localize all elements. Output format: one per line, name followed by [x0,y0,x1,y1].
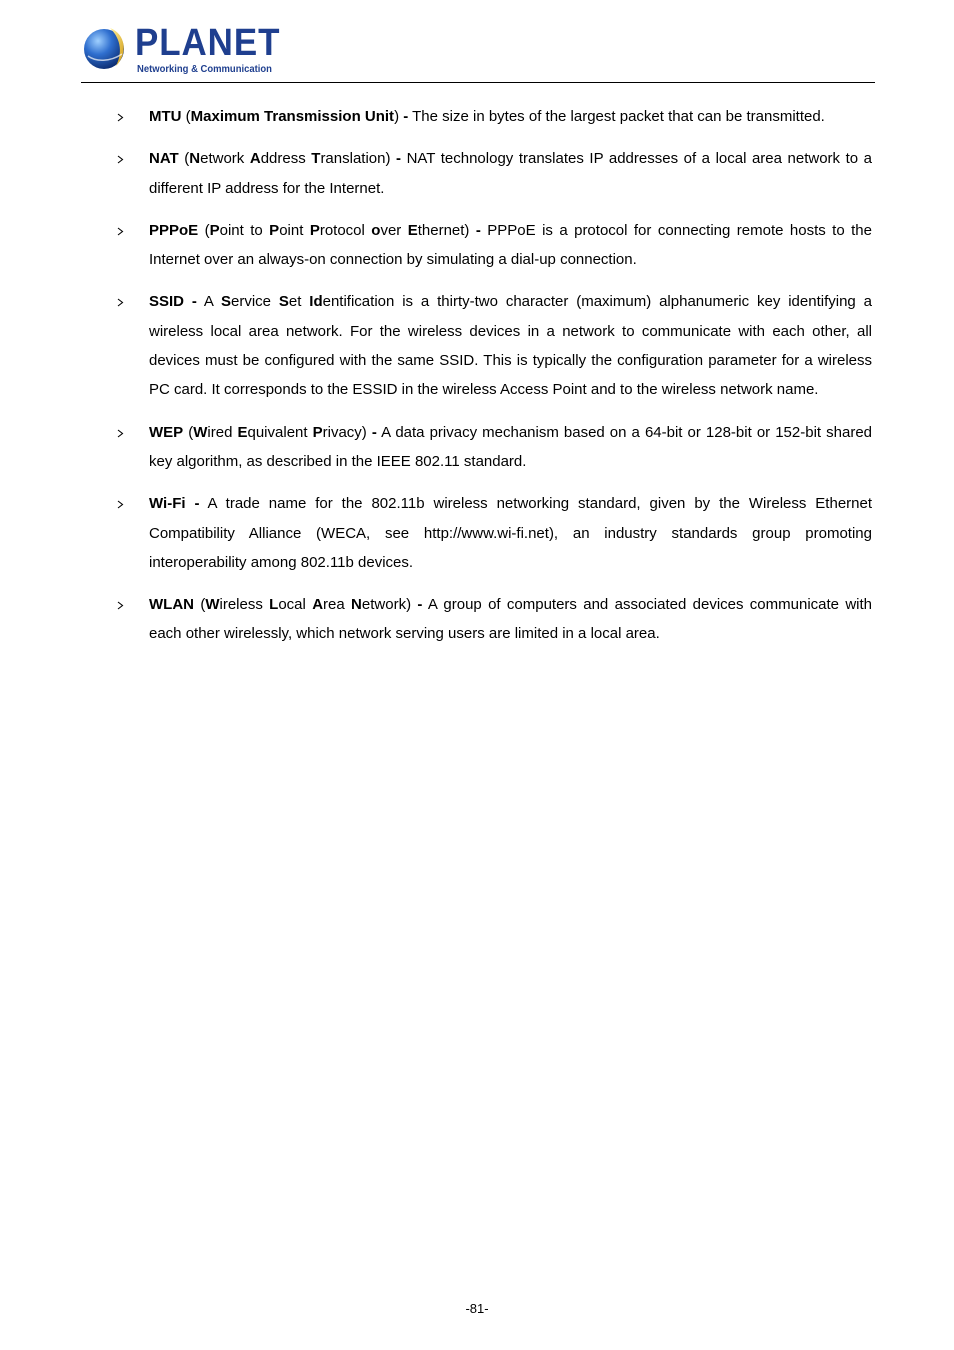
text-run: ddress [260,150,312,168]
glossary-list [116,102,872,662]
text-run: quivalent [247,423,313,441]
bold-term: W [205,596,220,614]
glossary-text [149,418,872,477]
text-run: ( [178,150,190,168]
text-run: ver [380,221,408,239]
text-run: PPPoE is a protocol for connecting remote hosts to the Internet over an always-on connection by simulating a dial-up connection. [149,221,872,269]
bold-term: P [269,221,280,239]
text-run: rea [323,596,352,614]
globe-icon [82,24,130,72]
text-run: oint to [219,221,270,239]
text-run: ired [207,423,238,441]
bold-term: P [209,221,220,239]
bold-term: - [396,150,402,168]
arrow-bullet-icon [116,489,126,518]
bold-term: N [351,596,362,614]
bold-term: o [371,221,381,239]
text-run: A [196,293,221,311]
brand-name: PLANET [135,22,281,64]
arrow-bullet-icon [116,287,126,316]
glossary-text [149,216,872,275]
glossary-item [116,489,872,577]
bold-term: - [417,596,423,614]
bold-term: L [269,596,279,614]
glossary-item [116,102,872,131]
bold-term: P [309,221,320,239]
planet-logo [82,22,282,78]
glossary-text [149,102,872,131]
bold-term: WLAN [149,596,194,614]
arrow-bullet-icon [116,216,126,245]
text-run: ) [394,108,404,125]
text-run: etwork [200,150,250,168]
text-run: ( [181,108,191,125]
bold-term: T [311,150,321,168]
text-run: ranslation) [320,150,397,168]
text-run: rivacy) [322,423,372,441]
arrow-bullet-icon [116,590,126,619]
text-run: ( [198,221,210,239]
text-run: etwork) [361,596,418,614]
text-run: NAT technology translates IP addresses of a local area network to a different IP address for the Internet. [149,150,872,197]
glossary-item [116,590,872,649]
bold-term: A [312,596,324,614]
bold-term: S [220,293,231,311]
bold-term: - [371,423,377,441]
text-run: The size in bytes of the largest packet that can be transmitted. [408,108,825,125]
bold-term: NAT [149,150,179,168]
arrow-bullet-icon [116,102,126,131]
text-run: ( [183,423,194,441]
bold-term: N [189,150,201,168]
text-run: A data privacy mechanism based on a 64-bit or 128-bit or 152-bit shared key algorithm, as described in the IEEE 802.11 standard. [149,423,873,470]
glossary-item [116,287,872,404]
bold-term: WEP [149,423,184,441]
text-run: A group of computers and associated devices communicate with each other wirelessly, which network serving users are limited in a local area. [149,596,873,643]
bold-term: W [193,423,208,441]
arrow-bullet-icon [116,144,126,173]
bold-term: Id [309,293,323,311]
bold-term: E [407,221,418,239]
glossary-item [116,418,872,477]
text-run: ireless [219,596,270,614]
glossary-item [116,216,872,275]
glossary-text [149,144,872,203]
text-run: A trade name for the 802.11b wireless networking standard, given by the Wireless Ethernet Compatibility Alliance (WECA, see http://www.wi-fi.net), an industry standards group promoting interoperability among 802.11b devices. [149,495,873,571]
glossary-text [149,590,872,649]
bold-term: SSID - [149,293,197,311]
text-run: et [288,293,310,311]
bold-term: Maximum Transmission Unit [190,108,395,125]
bold-term: MTU [149,108,182,125]
text-run: oint [279,221,310,239]
bold-term: PPPoE [149,221,199,239]
bold-term: A [249,150,261,168]
text-run: entification is a thirty-two character (maximum) alphanumeric key identifying a wireless local area network. For the wireless devices in a network to communicate with each other, all devices must be configured with the same SSID. This is typically the configuration parameter for a wireless PC card. It corresponds to the ESSID in the wireless Access Point and to the wireless network name. [149,293,872,399]
glossary-item [116,144,872,203]
glossary-text [149,489,872,577]
bold-term: - [403,108,409,125]
page-number: -81- [465,1301,489,1316]
text-run: ervice [230,293,279,311]
text-run: thernet) [417,221,476,239]
glossary-text [149,287,872,404]
text-run: ocal [278,596,313,614]
bold-term: P [312,423,323,441]
bold-term: E [237,423,248,441]
bold-term: - [475,221,481,239]
brand-tagline: Networking & Communication [137,63,272,75]
text-run: rotocol [319,221,372,239]
arrow-bullet-icon [116,418,126,447]
bold-term: S [278,293,289,311]
bold-term: Wi-Fi - [149,495,200,513]
header-divider [81,82,875,83]
text-run: ( [194,596,206,614]
